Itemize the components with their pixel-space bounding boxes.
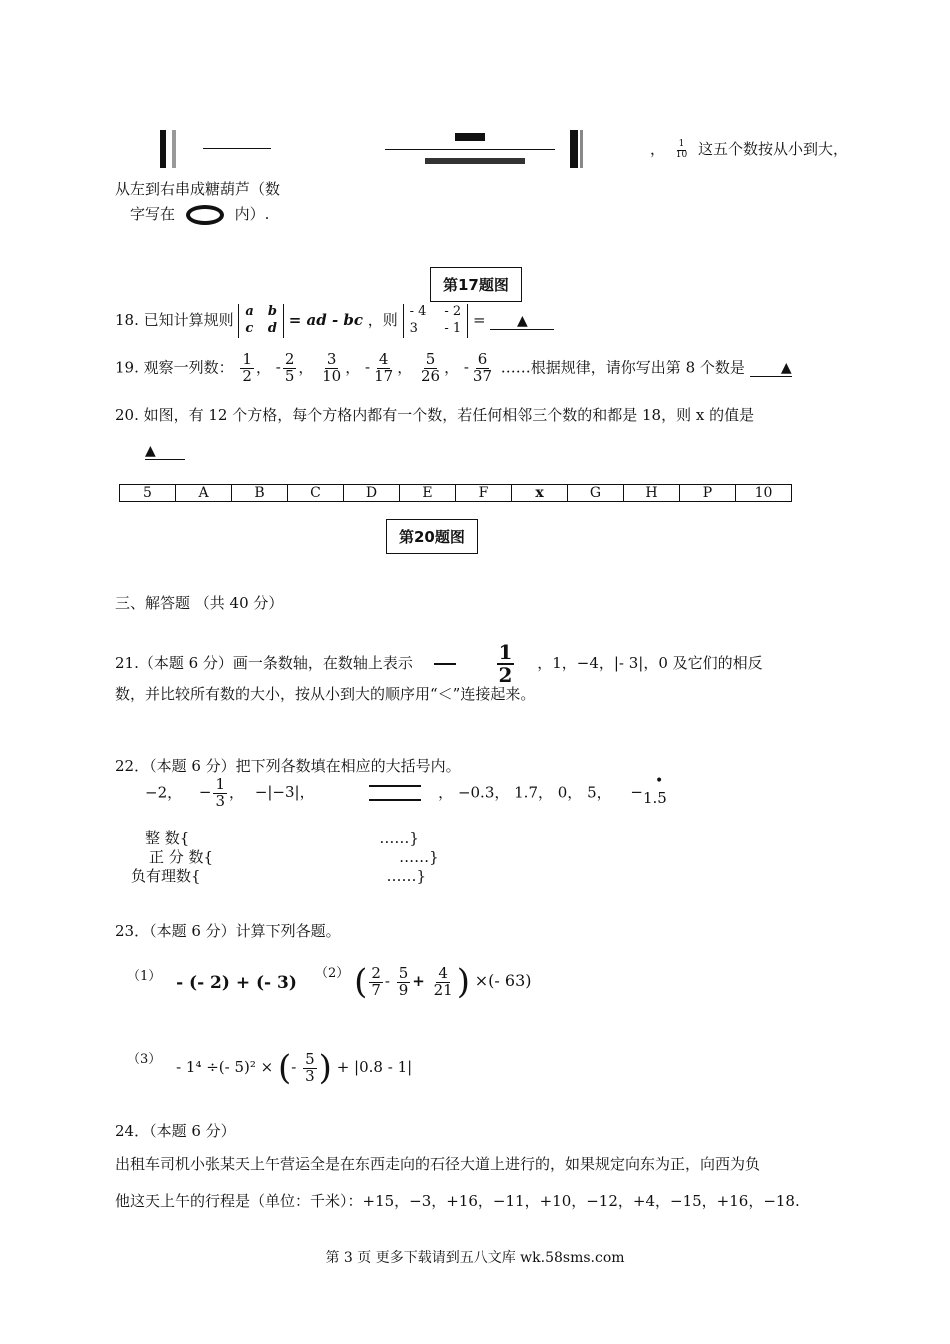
grid-cell: G: [568, 485, 624, 502]
q24-line2: 他这天上午的行程是（单位：千米）：+15，−3，+16，−11，+10，−12，+4，−15，+16，−18.: [115, 1192, 800, 1210]
figure-line: [203, 148, 271, 149]
q20-grid: [119, 484, 792, 502]
figure-17-caption: 第17题图: [430, 267, 522, 302]
q24-title: 24．（本题 6 分）: [115, 1122, 236, 1140]
q22-title: 22．（本题 6 分）把下列各数填在相应的大括号内。: [115, 757, 461, 775]
q22-set-negative-rationals: 负有理数{ ……}: [131, 867, 427, 885]
q21-line2: 数，并比较所有数的大小，按从小到大的顺序用“＜”连接起来。: [115, 685, 536, 703]
q22-set-positive-fractions: 正 分 数{ ……}: [149, 848, 439, 866]
grid-cell: P: [680, 485, 736, 502]
garbled-fraction: [369, 785, 421, 801]
figure-20-caption: 第20题图: [386, 519, 478, 554]
q20-answer: ▲: [145, 443, 185, 460]
grid-cell: D: [344, 485, 400, 502]
q20-text: 20. 如图，有 12 个方格，每个方格内都有一个数，若任何相邻三个数的和都是 18，则 x 的值是: [115, 406, 755, 424]
q17-tail: ， $\frac{1}{10}$ 这五个数按从小到大，: [650, 139, 849, 160]
figure-mark: [425, 158, 525, 164]
page-footer: 第 3 页 更多下载请到五八文库 wk.58sms.com: [325, 1250, 625, 1266]
figure-line: [385, 149, 555, 150]
figure-mark: [580, 130, 583, 168]
q22-numbers: −2， − $\frac{1}{3}$ ， −|−3|， ， −0.3， 1.7， 0， 5， − • 1.5: [145, 773, 667, 810]
q19-term: $\frac{3}{10}$: [322, 350, 342, 385]
q22-set-integers: 整 数{ ……}: [145, 829, 419, 847]
grid-cell: x: [512, 485, 568, 502]
q19-term: - $\frac{2}{5}$: [275, 350, 295, 385]
q23-part1: （1） - (- 2) + (- 3): [127, 969, 297, 993]
q21-line1: 21.（本题 6 分）画一条数轴，在数轴上表示 $\frac{1}{2}$ ，1，−4，|- 3|，0 及它们的相反: [115, 640, 763, 687]
q19-term: $\frac{1}{2}$: [242, 350, 252, 385]
grid-cell: A: [176, 485, 232, 502]
figure-mark: [570, 130, 578, 168]
grid-cell: B: [232, 485, 288, 502]
q19-term: $\frac{5}{26}$: [420, 350, 441, 385]
q17-line3: 字写在 内）.: [130, 205, 270, 223]
figure-mark: [160, 130, 166, 168]
figure-mark: [172, 130, 176, 168]
q17-line2: 从左到右串成糖葫芦（数: [115, 180, 281, 198]
grid-cell: 5: [120, 485, 176, 502]
q24-line1: 出租车司机小张某天上午营运全是在东西走向的石径大道上进行的，如果规定向东为正，向西为负: [115, 1155, 761, 1173]
q23-part3: （3） - 1⁴ ÷(- 5)² × (- $\frac{5}{3}$ ) + |0.8 - 1|: [127, 1048, 413, 1088]
q19-term: - $\frac{4}{17}$: [365, 350, 394, 385]
q19-term: - $\frac{6}{37}$: [463, 350, 493, 385]
grid-cell: E: [400, 485, 456, 502]
oval-icon: [186, 205, 224, 225]
q23-title: 23．（本题 6 分）计算下列各题。: [115, 922, 341, 940]
q19: 19. 观察一列数： $\frac{1}{2}$ ， - $\frac{2}{5}$ ， $\frac{3}{10}$ ， - $\frac{4}{17}$ ， $\frac{5}{26}$ ， - $\frac{6}{37}$ ……根据规律，请你写出第 8 个数是 ▲: [115, 350, 792, 385]
figure-mark: [455, 133, 485, 141]
grid-cell: 10: [736, 485, 792, 502]
grid-cell: F: [456, 485, 512, 502]
q23-part2: （2） ( $\frac{2}{7}$ - $\frac{5}{9}$ + $\frac{4}{21}$ ) ×(- 63): [315, 962, 532, 1002]
q18: 18. 已知计算规则 a b c d = ad - bc ，则 - 4 - 2 3 - 1 = ▲: [115, 304, 554, 338]
grid-cell: H: [624, 485, 680, 502]
grid-cell: C: [288, 485, 344, 502]
section-heading: 三、解答题 （共 40 分）: [115, 594, 284, 612]
